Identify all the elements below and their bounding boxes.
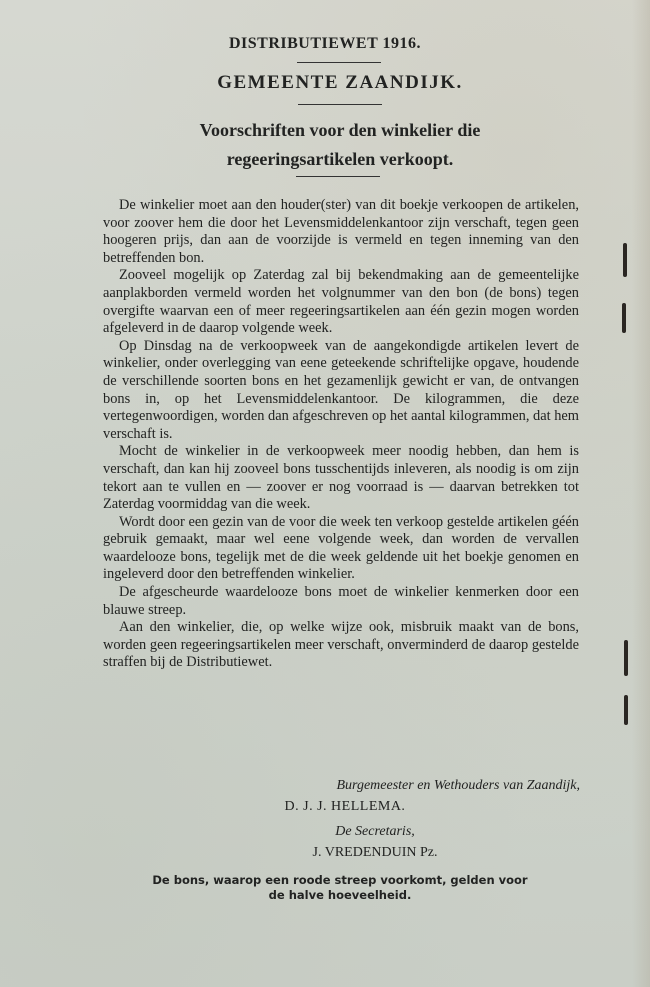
title-rule bbox=[297, 62, 381, 63]
subtitle-line-1: Voorschriften voor den winkelier die bbox=[199, 120, 481, 140]
paragraph: Aan den winkelier, die, op welke wijze ook, misbruik maakt van de bons, worden geen regeeringsartikelen meer verschaft, onverminderd de daarop gestelde straffen bij de Distributiewet. bbox=[103, 619, 579, 671]
subtitle-line-2: regeeringsartikelen verkoopt. bbox=[226, 149, 454, 169]
binding-hole-2 bbox=[622, 303, 626, 333]
signature-authority: Burgemeester en Wethouders van Zaandijk, bbox=[336, 778, 580, 793]
binding-hole-1 bbox=[623, 243, 627, 277]
paragraph: De winkelier moet aan den houder(ster) van dit boekje verkoopen de artikelen, voor zoover hem die door het Levensmiddelenkantoor zijn verschaft, tegen geen hoogeren prijs, dan aan de voorzijde is vermeld en tegen inneming van den betreffenden bon. bbox=[103, 197, 579, 266]
regulations-body bbox=[103, 197, 579, 672]
paragraph: Op Dinsdag na de verkoopweek van de aangekondigde artikelen levert de winkelier, onder overlegging van eene geteekende schriftelijke opgave, houdende de verschillende soorten bons en het gezamenlijk gewicht er van, de ontvangen bons in, op het Levensmiddelenkantoor. De kilogrammen, die deze vertegenwoordigen, worden dan afgeschreven op het aantal kilogrammen, dat hem verschaft is. bbox=[103, 337, 579, 442]
law-title: DISTRIBUTIEWET 1916. bbox=[229, 35, 421, 52]
signature-secretary-title: De Secretaris, bbox=[335, 824, 415, 839]
footnote-line-2: de halve hoeveelheid. bbox=[268, 888, 412, 902]
binding-hole-3 bbox=[624, 640, 628, 676]
binding-hole-4 bbox=[624, 695, 628, 725]
paragraph: Zooveel mogelijk op Zaterdag zal bij bekendmaking aan de gemeentelijke aanplakborden vermeld worden het volgnummer van den bon (de bons) tegen overgifte waarvan een of meer regeeringsartikelen aan één gezin mogen worden afgeleverd in de daarop volgende week. bbox=[103, 267, 579, 337]
municipality-title: GEMEENTE ZAANDIJK. bbox=[217, 72, 463, 93]
subtitle-rule bbox=[296, 176, 380, 177]
paragraph: Wordt door een gezin van de voor die week ten verkoop gestelde artikelen géén gebruik gemaakt, maar wel eene volgende week, dan worden de vervallen waardelooze bons, tegelijk met de die week geldende uit het boekje genomen en ingeleverd door den betreffenden winkelier. bbox=[103, 513, 579, 583]
footnote-line-1: De bons, waarop een roode streep voorkomt, gelden voor bbox=[152, 873, 528, 887]
subtitle bbox=[0, 116, 650, 174]
paragraph: Mocht de winkelier in de verkoopweek meer noodig hebben, dan hem is verschaft, dan kan hij zooveel bons tusschentijds inleveren, als noodig is om zijn tekort aan te vullen en — zoover er nog voorraad is — daarvan betrekken tot Zaterdag voormiddag van die week. bbox=[103, 443, 579, 513]
municipality-rule bbox=[298, 104, 382, 105]
footnote bbox=[0, 873, 650, 903]
signature-secretary: J. VREDENDUIN Pz. bbox=[312, 845, 438, 860]
signature-mayor: D. J. J. HELLEMA. bbox=[284, 799, 406, 814]
paragraph: De afgescheurde waardelooze bons moet de winkelier kenmerken door een blauwe streep. bbox=[103, 584, 579, 618]
